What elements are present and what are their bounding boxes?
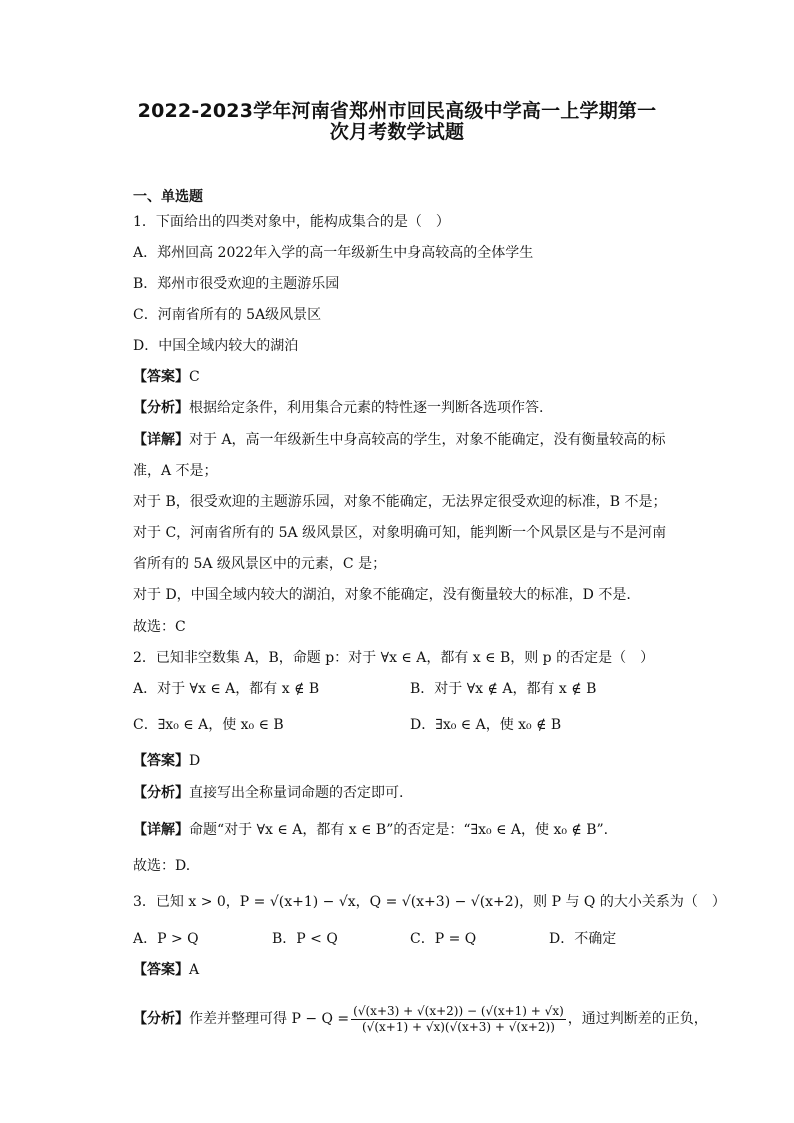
- detail-tag: 【详解】: [133, 822, 189, 838]
- answer-value: C: [189, 369, 200, 385]
- answer-tag: 【答案】: [133, 962, 189, 978]
- analysis-tag: 【分析】: [133, 400, 189, 416]
- q3-answer: [133, 960, 663, 980]
- analysis-suffix: ，通过判断差的正负，: [567, 1011, 708, 1027]
- document-title-line-2: 次月考数学试题: [329, 121, 465, 143]
- fraction-numerator: (√(x+3) + √(x+2)) − (√(x+1) + √x): [353, 1003, 564, 1018]
- q1-detail-line-1: [133, 430, 666, 450]
- answer-value: D: [189, 753, 201, 769]
- answer-tag: 【答案】: [133, 753, 189, 769]
- answer-tag: 【答案】: [133, 369, 189, 385]
- q3-option-b: B．P < Q: [272, 931, 338, 947]
- analysis-tag: 【分析】: [133, 785, 189, 801]
- detail-text: 对于 A，高一年级新生中身高较高的学生，对象不能确定，没有衡量较高的标: [189, 432, 666, 448]
- q1-option-c: C．河南省所有的 5A级风景区: [133, 307, 322, 323]
- difference-fraction: [351, 1004, 566, 1035]
- q2-analysis: [133, 783, 663, 803]
- document-title-line-1: 2022-2023学年河南省郑州市回民高级中学高一上学期第一: [137, 100, 657, 122]
- q1-detail-line-3: 对于 B，很受欢迎的主题游乐园，对象不能确定，无法界定很受欢迎的标准，B 不是；: [133, 494, 667, 510]
- q1-conclusion: 故选：C: [133, 619, 186, 635]
- q2-option-d: D．∃x₀ ∈ A，使 x₀ ∉ B: [410, 717, 562, 733]
- q3-option-a: A．P > Q: [133, 931, 199, 947]
- fraction-denominator: (√(x+1) + √x)(√(x+3) + √(x+2)): [362, 1019, 555, 1034]
- analysis-text: 直接写出全称量词命题的否定即可.: [189, 785, 404, 801]
- q1-detail-line-4: 对于 C，河南省所有的 5A 级风景区，对象明确可知，能判断一个风景区是与不是河南: [133, 525, 667, 541]
- q3-option-c: C．P = Q: [410, 931, 477, 947]
- analysis-text: 根据给定条件，利用集合元素的特性逐一判断各选项作答.: [189, 400, 544, 416]
- q3-option-d: D．不确定: [549, 931, 617, 947]
- q2-option-b: B．对于 ∀x ∉ A，都有 x ∉ B: [410, 681, 597, 697]
- q1-detail-line-6: 对于 D，中国全域内较大的湖泊，对象不能确定，没有衡量较大的标准，D 不是.: [133, 587, 631, 603]
- q3-stem: 3．已知 x > 0，P = √(x+1) − √x，Q = √(x+3) − √(x+2)，则 P 与 Q 的大小关系为（ ）: [133, 894, 726, 910]
- section-heading: 一、单选题: [133, 189, 203, 205]
- q3-analysis: [133, 1002, 708, 1038]
- q2-conclusion: 故选：D.: [133, 858, 191, 874]
- q1-answer: [133, 367, 663, 387]
- q1-analysis: [133, 398, 663, 418]
- q2-option-a: A．对于 ∀x ∈ A，都有 x ∉ B: [133, 681, 320, 697]
- q1-option-d: D．中国全域内较大的湖泊: [133, 338, 299, 354]
- q2-answer: [133, 751, 663, 771]
- q1-option-a: A．郑州回高 2022年入学的高一年级新生中身高较高的全体学生: [133, 245, 534, 261]
- analysis-tag: 【分析】: [133, 1011, 189, 1027]
- q1-option-b: B．郑州市很受欢迎的主题游乐园: [133, 276, 340, 292]
- q2-stem: 2．已知非空数集 A，B，命题 p：对于 ∀x ∈ A，都有 x ∈ B，则 p 的否定是（ ）: [133, 650, 655, 666]
- detail-tag: 【详解】: [133, 432, 189, 448]
- analysis-prefix: 作差并整理可得 P − Q =: [189, 1011, 350, 1027]
- q1-detail-line-2: 准，A 不是；: [133, 463, 218, 479]
- q2-option-c: C．∃x₀ ∈ A，使 x₀ ∈ B: [133, 717, 284, 733]
- detail-text: 命题“对于 ∀x ∈ A，都有 x ∈ B”的否定是：“∃x₀ ∈ A，使 x₀ ∉ B”.: [189, 822, 609, 838]
- q1-stem: 1．下面给出的四类对象中，能构成集合的是（ ）: [133, 214, 450, 230]
- q1-detail-line-5: 省所有的 5A 级风景区中的元素，C 是；: [133, 556, 387, 572]
- q2-detail: [133, 820, 663, 840]
- answer-value: A: [189, 962, 200, 978]
